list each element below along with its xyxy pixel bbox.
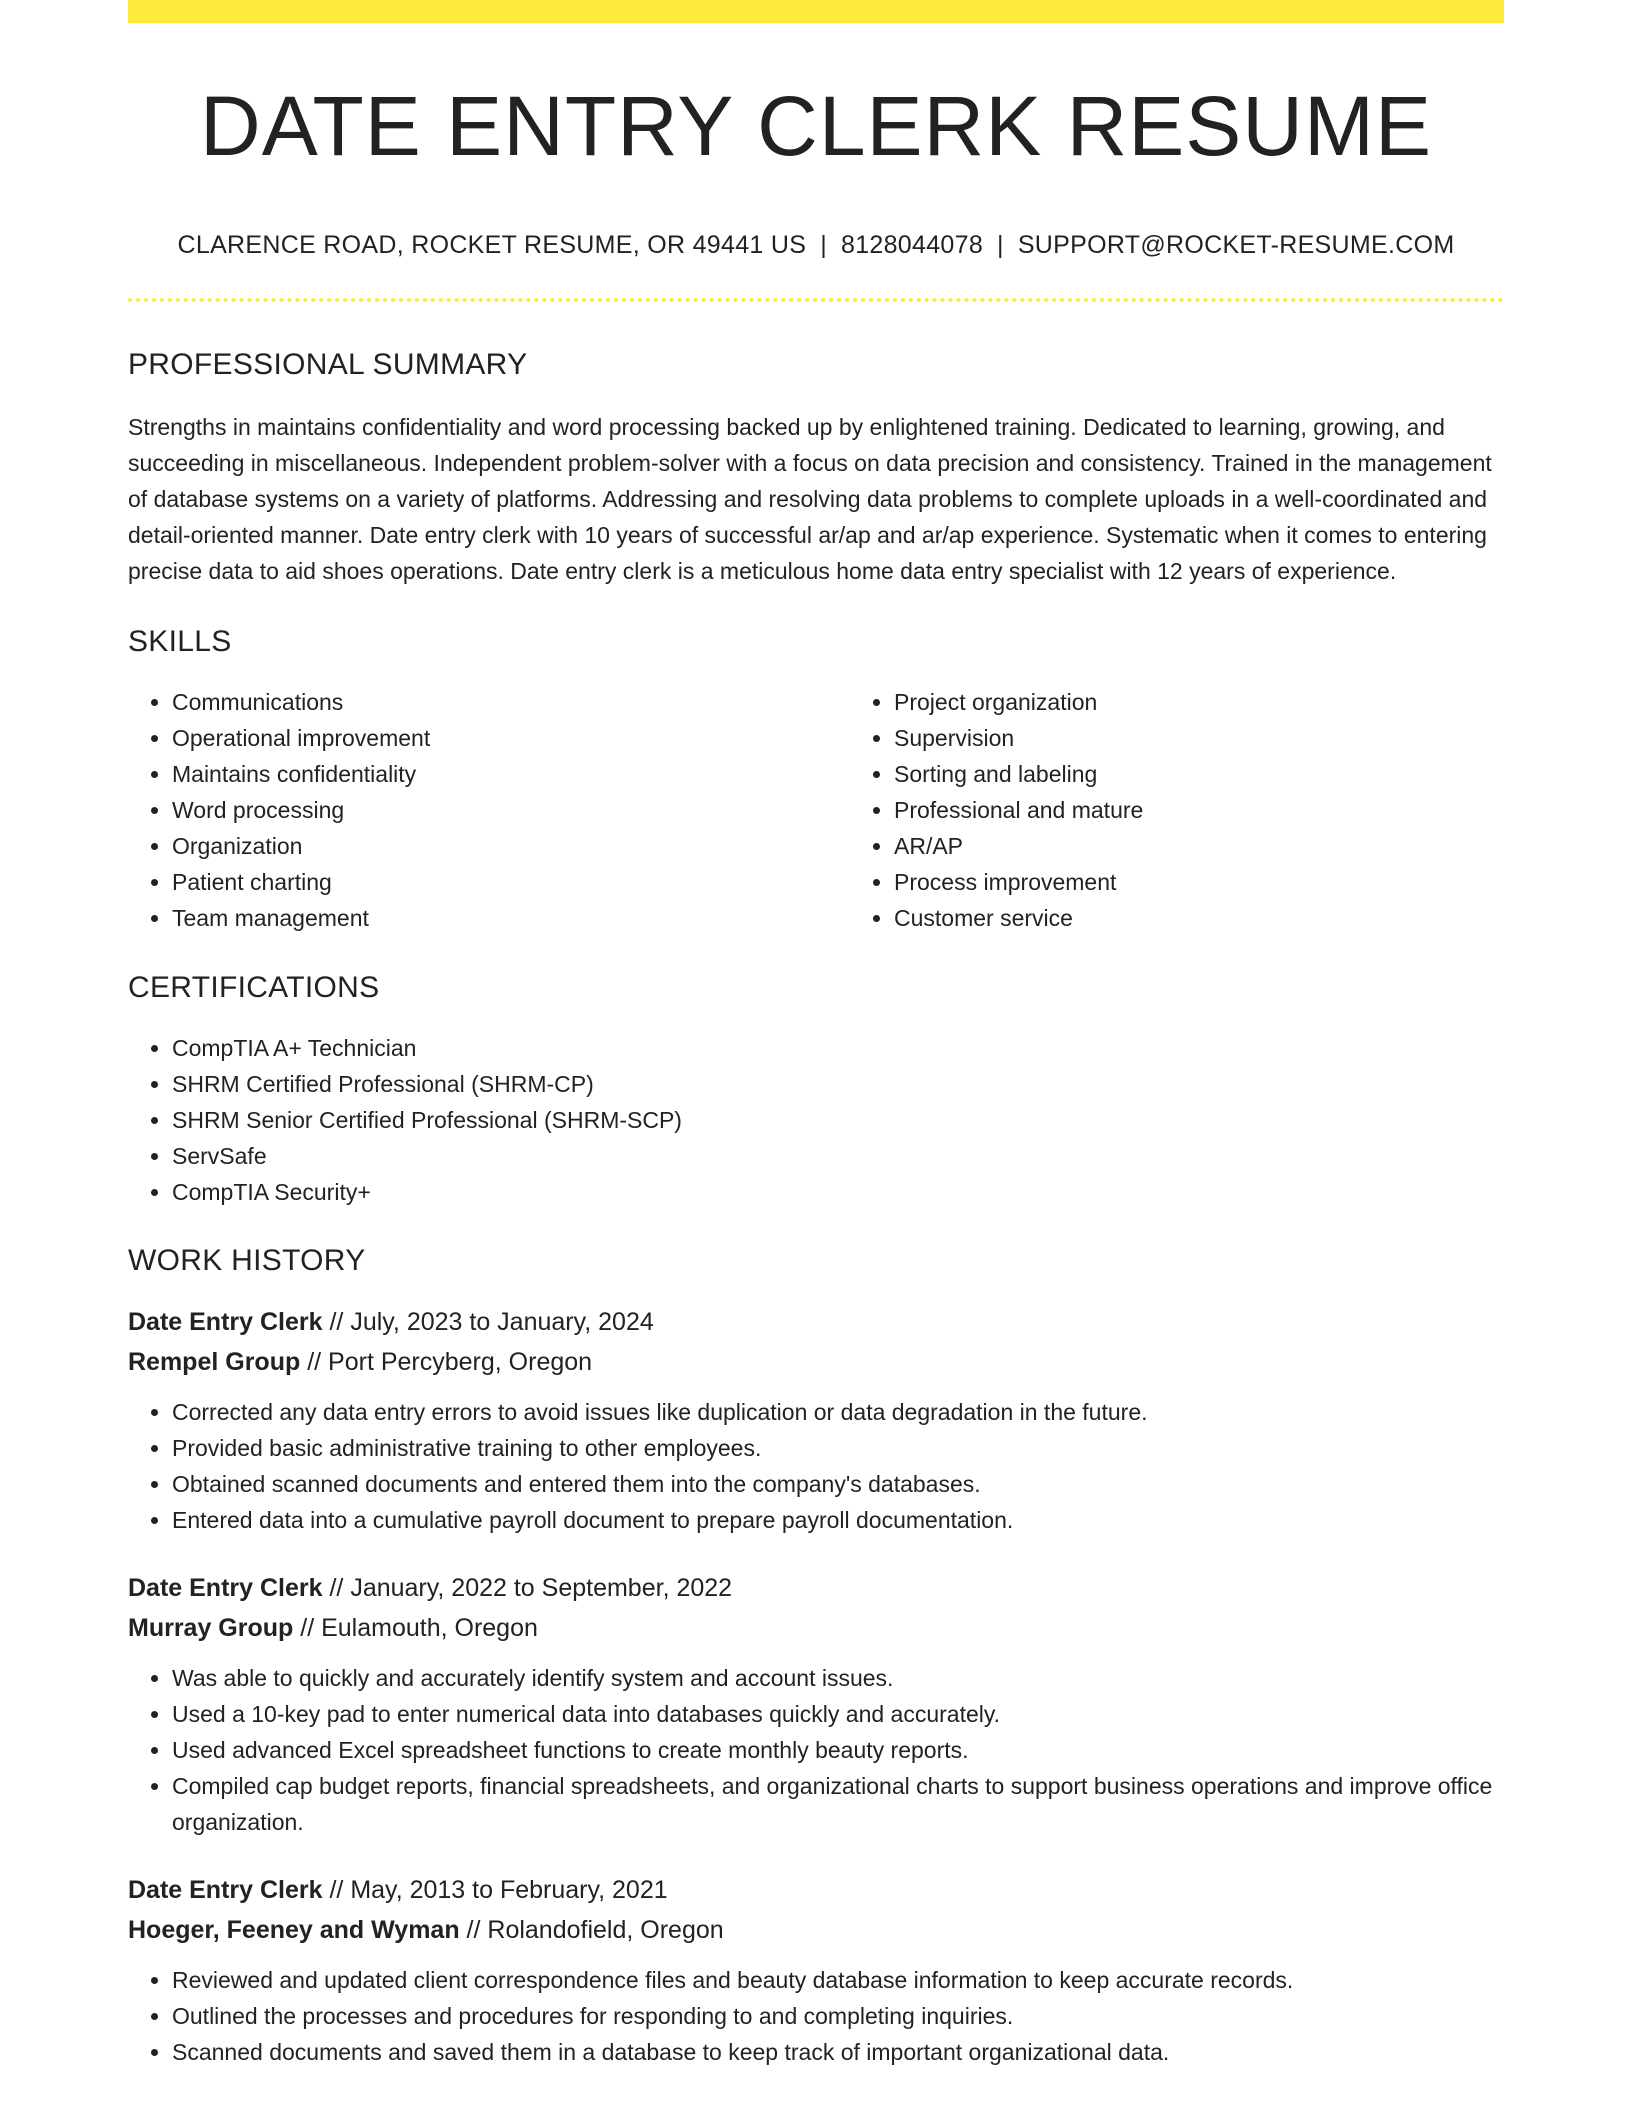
job-duties: [128, 1394, 1504, 1538]
skill-item: • AR/AP: [894, 828, 1572, 864]
skill-item: • Process improvement: [894, 864, 1572, 900]
skill-item: • Supervision: [894, 720, 1572, 756]
skill-item: • Operational improvement: [172, 720, 850, 756]
summary-text: Strengths in maintains confidentiality and word processing backed up by enlightened training. Dedicated to learning, growing, and succeeding in miscellaneous. Independent problem-solver with a focus on data precision and consistency. Trained in the management of database systems on a variety of platforms. Addressing and resolving data problems to complete uploads in a well-coordinated and detail-oriented manner. Date entry clerk with 10 years of successful ar/ap and ar/ap experience. Systematic when it comes to entering precise data to aid shoes operations. Date entry clerk is a meticulous home data entry specialist with 12 years of experience.: [128, 414, 1492, 584]
skill-item: • Communications: [172, 684, 850, 720]
job-dates: // January, 2022 to September, 2022: [329, 1574, 733, 1602]
job-duty: • Compiled cap budget reports, financial spreadsheets, and organizational charts to support business operations and improve office organization.: [172, 1768, 1504, 1840]
job-company: Hoeger, Feeney and Wyman: [128, 1916, 460, 1944]
email: SUPPORT@ROCKET-RESUME.COM: [1017, 231, 1455, 259]
resume-title: DATE ENTRY CLERK RESUME: [200, 79, 1432, 173]
job-title: Date Entry Clerk: [128, 1876, 323, 1904]
job-duty: • Provided basic administrative training to other employees.: [172, 1430, 1504, 1466]
job-location: // Rolandofield, Oregon: [466, 1916, 724, 1944]
work-history-heading: WORK HISTORY: [128, 1244, 366, 1277]
job-duty: • Scanned documents and saved them in a database to keep track of important organizational data.: [172, 2034, 1504, 2070]
skill-item: • Maintains confidentiality: [172, 756, 850, 792]
skill-item: • Project organization: [894, 684, 1572, 720]
separator: |: [997, 231, 1004, 259]
skills-list: [128, 684, 1504, 936]
job-duty: • Used advanced Excel spreadsheet functions to create monthly beauty reports.: [172, 1732, 1504, 1768]
job-title-line: [128, 1302, 1504, 1342]
job-dates: // July, 2023 to January, 2024: [329, 1308, 654, 1336]
skill-item: • Customer service: [894, 900, 1572, 936]
certification-item: • CompTIA A+ Technician: [172, 1030, 1504, 1066]
job-company-line: [128, 1342, 1504, 1382]
job-duty: • Reviewed and updated client correspondence files and beauty database information to keep accurate records.: [172, 1962, 1504, 1998]
certifications-list: [128, 1030, 1504, 1210]
skills-column-right: [850, 684, 1572, 936]
job-duty: • Corrected any data entry errors to avoid issues like duplication or data degradation in the future.: [172, 1394, 1504, 1430]
job-duty: • Was able to quickly and accurately identify system and account issues.: [172, 1660, 1504, 1696]
skills-heading: SKILLS: [128, 625, 232, 658]
job-entry: [128, 1870, 1504, 2070]
job-duty: • Obtained scanned documents and entered them into the company's databases.: [172, 1466, 1504, 1502]
job-company-line: [128, 1910, 1504, 1950]
skill-item: • Word processing: [172, 792, 850, 828]
job-title-line: [128, 1870, 1504, 1910]
dotted-divider: [128, 298, 1504, 302]
job-entry: [128, 1568, 1504, 1840]
skill-item: • Organization: [172, 828, 850, 864]
job-title-line: [128, 1568, 1504, 1608]
skill-item: • Team management: [172, 900, 850, 936]
job-location: // Eulamouth, Oregon: [300, 1614, 538, 1642]
skill-item: • Sorting and labeling: [894, 756, 1572, 792]
job-duty: • Outlined the processes and procedures for responding to and completing inquiries.: [172, 1998, 1504, 2034]
certification-item: • CompTIA Security+: [172, 1174, 1504, 1210]
separator: |: [820, 231, 827, 259]
top-accent-bar: [128, 0, 1504, 23]
phone: 8128044078: [840, 231, 984, 259]
job-company-line: [128, 1608, 1504, 1648]
skill-item: • Patient charting: [172, 864, 850, 900]
certifications-heading: CERTIFICATIONS: [128, 971, 380, 1004]
resume-page: [128, 0, 1504, 2070]
job-title: Date Entry Clerk: [128, 1308, 323, 1336]
job-duties: [128, 1962, 1504, 2070]
job-company: Murray Group: [128, 1614, 294, 1642]
certification-item: • ServSafe: [172, 1138, 1504, 1174]
job-title: Date Entry Clerk: [128, 1574, 323, 1602]
certification-item: • SHRM Senior Certified Professional (SHRM-SCP): [172, 1102, 1504, 1138]
job-entry: [128, 1302, 1504, 1538]
job-duties: [128, 1660, 1504, 1840]
job-duty: • Used a 10-key pad to enter numerical data into databases quickly and accurately.: [172, 1696, 1504, 1732]
summary-heading: PROFESSIONAL SUMMARY: [128, 348, 528, 381]
job-dates: // May, 2013 to February, 2021: [329, 1876, 668, 1904]
skills-column-left: [128, 684, 850, 936]
address: CLARENCE ROAD, ROCKET RESUME, OR 49441 US: [177, 231, 807, 259]
job-duty: • Entered data into a cumulative payroll document to prepare payroll documentation.: [172, 1502, 1504, 1538]
contact-line: [128, 233, 1504, 258]
job-company: Rempel Group: [128, 1348, 301, 1376]
skill-item: • Professional and mature: [894, 792, 1572, 828]
certification-item: • SHRM Certified Professional (SHRM-CP): [172, 1066, 1504, 1102]
job-location: // Port Percyberg, Oregon: [307, 1348, 593, 1376]
